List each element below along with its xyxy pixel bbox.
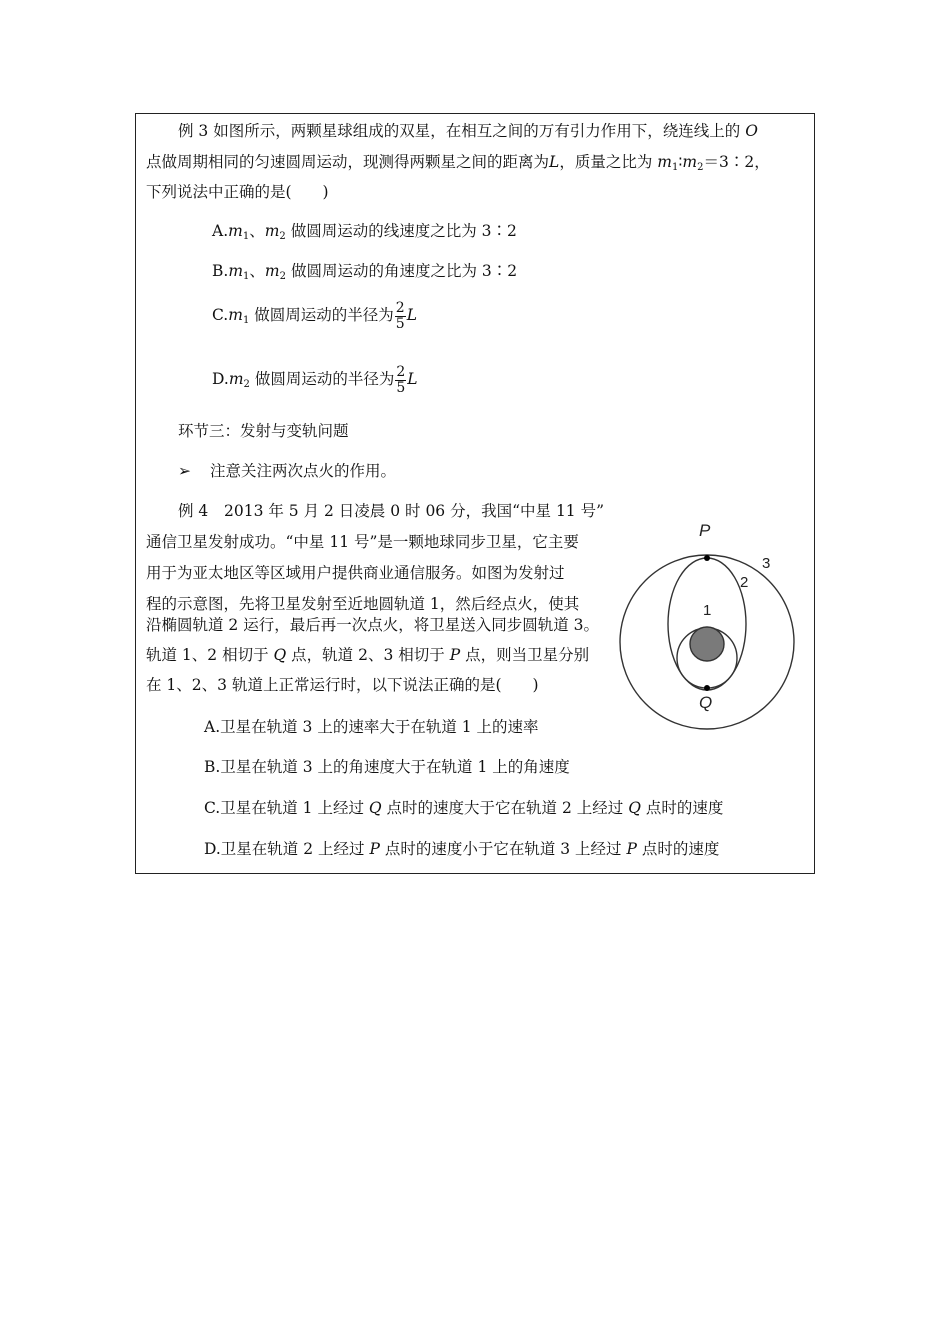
example4-option-c: C.卫星在轨道 1 上经过 Q 点时的速度大于它在轨道 2 上经过 Q 点时的速度 <box>204 799 724 817</box>
example4-line3: 用于为亚太地区等区域用户提供商业通信服务。如图为发射过 <box>146 564 565 582</box>
example3-label: 例 3 <box>178 122 209 140</box>
example3-option-d: $D.m_2$ 做圆周运动的半径为 $\frac{2}{5}$ L <box>212 363 418 396</box>
example3-option-b: $B.m_1$、$m_2$ 做圆周运动的角速度之比为 3∶2 <box>212 262 518 282</box>
example4-line5: 沿椭圆轨道 2 运行，最后再一次点火，将卫星送入同步圆轨道 3。 <box>146 616 600 634</box>
orbit-diagram <box>612 512 812 742</box>
example4-option-a: A.卫星在轨道 3 上的速率大于在轨道 1 上的速率 <box>204 718 539 736</box>
section-note: ➢ 注意关注两次点火的作用。 <box>178 462 397 480</box>
fraction-two-fifths: $\frac{2}{5}$ <box>395 299 405 332</box>
example4-line4: 程的示意图，先将卫星发射至近地圆轨道 1，然后经点火，使其 <box>146 595 580 613</box>
example4-label: 例 4 <box>178 502 209 520</box>
label-orbit-1: 1 <box>703 602 712 619</box>
point-p-dot <box>704 555 710 561</box>
label-orbit-2: 2 <box>740 574 749 591</box>
example3-option-c: $C.m_1$ 做圆周运动的半径为 $\frac{2}{5}$ L <box>212 299 417 332</box>
fraction-two-fifths: $\frac{2}{5}$ <box>396 363 406 396</box>
example4-line2: 通信卫星发射成功。“中星 11 号”是一颗地球同步卫星，它主要 <box>146 533 579 551</box>
example3-line2: 点做周期相同的匀速圆周运动，现测得两颗星之间的距离为L，质量之比为 $m_1∶m_2=3∶2$， <box>146 153 770 173</box>
label-q: Q <box>699 693 713 712</box>
example4-line7: 在 1、2、3 轨道上正常运行时，以下说法正确的是( ) <box>146 676 539 694</box>
example3-option-a: $A.m_1$、$m_2$ 做圆周运动的线速度之比为 3∶2 <box>212 222 517 242</box>
example3-line3: 下列说法中正确的是( ) <box>146 183 329 201</box>
earth-icon <box>690 627 724 661</box>
point-o: O <box>745 122 758 140</box>
arrow-bullet-icon: ➢ <box>178 462 191 480</box>
example4-option-b: B.卫星在轨道 3 上的角速度大于在轨道 1 上的角速度 <box>204 758 570 776</box>
example4-line1: 例 4 2013 年 5 月 2 日凌晨 0 时 06 分，我国“中星 11 号” <box>178 502 605 520</box>
label-p: P <box>699 521 711 540</box>
example4-line6: 轨道 1、2 相切于 Q 点，轨道 2、3 相切于 P 点，则当卫星分别 <box>146 646 590 664</box>
example3-line1: 例 3 如图所示，两颗星球组成的双星，在相互之间的万有引力作用下，绕连线上的 O <box>178 122 758 140</box>
label-orbit-3: 3 <box>762 555 771 572</box>
point-q-dot <box>704 685 710 691</box>
example4-option-d: D.卫星在轨道 2 上经过 P 点时的速度小于它在轨道 3 上经过 P 点时的速度 <box>204 840 720 858</box>
section-title: 环节三：发射与变轨问题 <box>178 422 349 440</box>
